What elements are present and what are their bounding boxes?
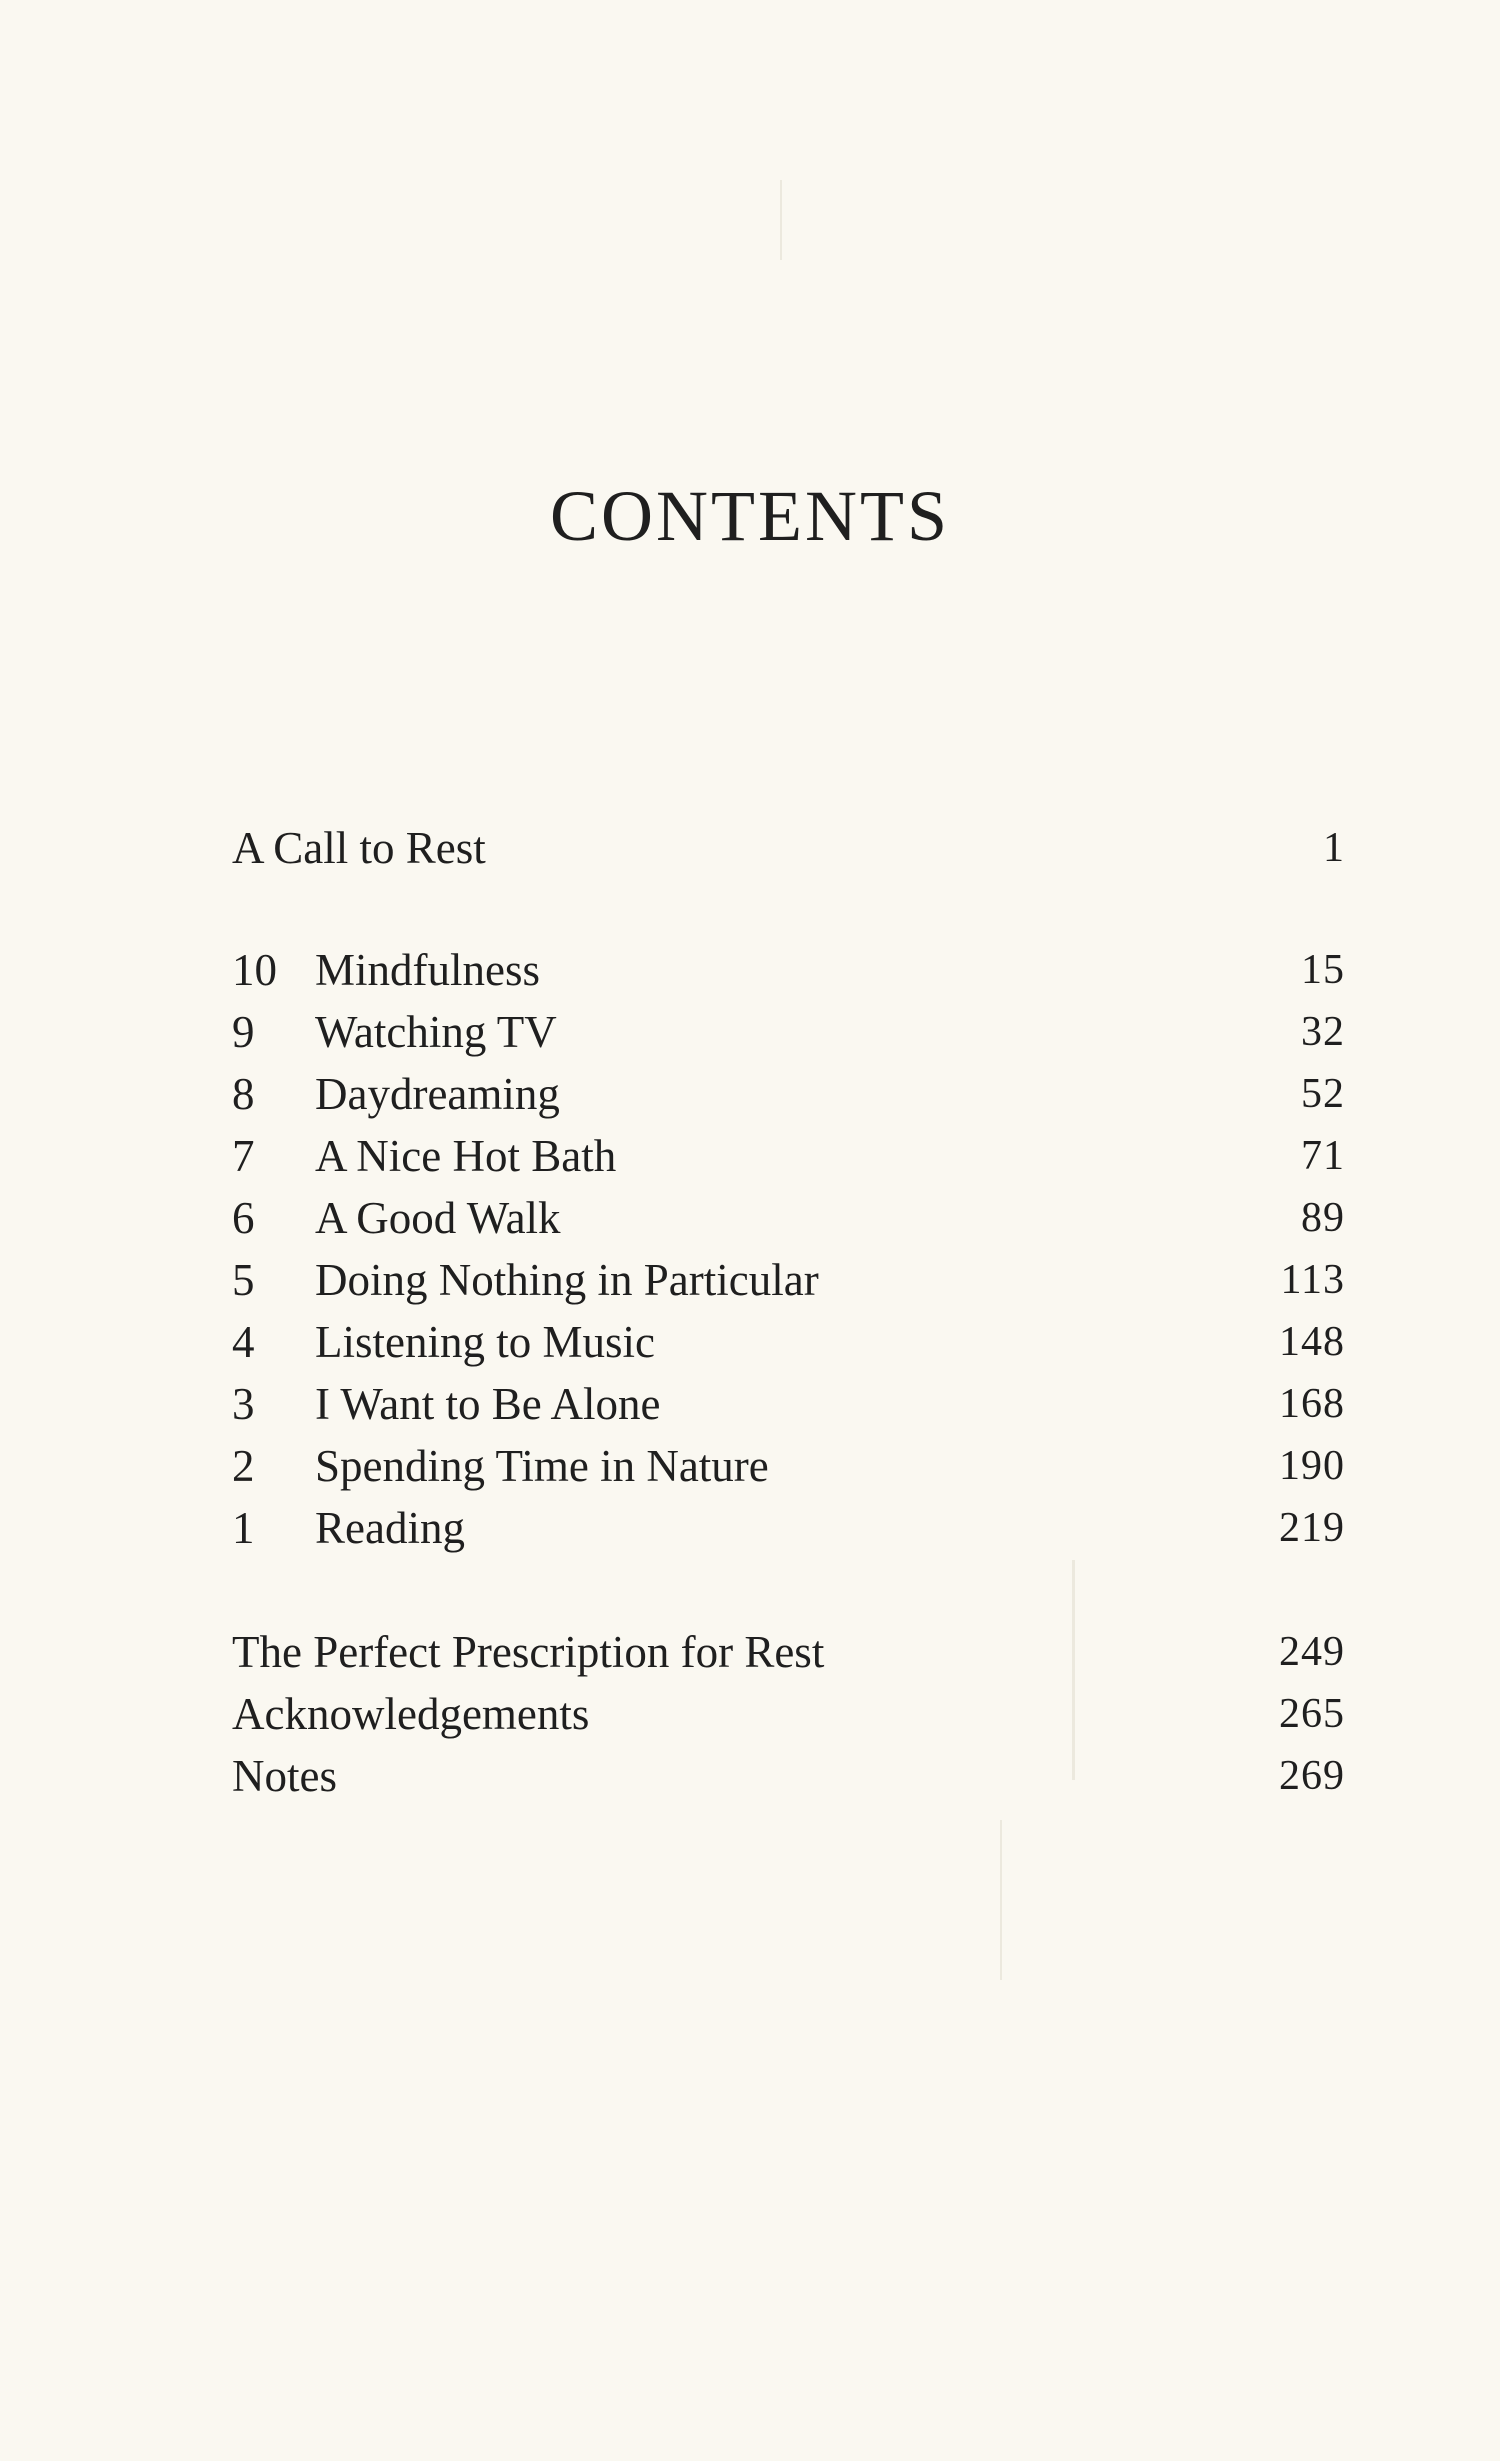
toc-chapter-row[interactable] — [0, 1498, 1500, 1558]
chapter-page: 15 — [1301, 947, 1345, 993]
toc-chapter-row[interactable] — [0, 1126, 1500, 1186]
chapter-number: 8 — [232, 1069, 255, 1119]
chapter-title: Listening to Music — [315, 1317, 655, 1367]
backmatter-title: Notes — [232, 1751, 337, 1801]
toc-chapter-row[interactable] — [0, 1250, 1500, 1310]
chapter-number: 1 — [232, 1503, 255, 1553]
chapter-page: 52 — [1301, 1071, 1345, 1117]
chapter-title: I Want to Be Alone — [315, 1379, 661, 1429]
chapter-title: Watching TV — [315, 1007, 557, 1057]
chapter-page: 168 — [1279, 1381, 1345, 1427]
toc-chapter-row[interactable] — [0, 1188, 1500, 1248]
page-title: CONTENTS — [550, 476, 950, 556]
toc-chapter-row[interactable] — [0, 1064, 1500, 1124]
chapter-page: 113 — [1280, 1257, 1345, 1303]
toc-chapter-row[interactable] — [0, 1374, 1500, 1434]
chapter-page: 219 — [1279, 1505, 1345, 1551]
scan-mark — [780, 180, 782, 260]
toc-chapter-row[interactable] — [0, 1002, 1500, 1062]
chapter-page: 190 — [1279, 1443, 1345, 1489]
chapter-number: 10 — [232, 945, 277, 995]
chapter-title: Spending Time in Nature — [315, 1441, 769, 1491]
toc-backmatter-row[interactable] — [0, 1622, 1500, 1682]
chapter-title: Daydreaming — [315, 1069, 560, 1119]
backmatter-page: 265 — [1279, 1691, 1345, 1737]
backmatter-title: Acknowledgements — [232, 1689, 590, 1739]
toc-chapter-row[interactable] — [0, 1312, 1500, 1372]
chapter-number: 4 — [232, 1317, 255, 1367]
toc-entry-label: A Call to Rest — [232, 823, 486, 873]
chapter-title: Mindfulness — [315, 945, 540, 995]
toc-entry-page: 1 — [1323, 825, 1345, 871]
chapter-page: 71 — [1301, 1133, 1345, 1179]
chapter-page: 32 — [1301, 1009, 1345, 1055]
backmatter-title: The Perfect Prescription for Rest — [232, 1627, 825, 1677]
chapter-number: 3 — [232, 1379, 255, 1429]
backmatter-page: 269 — [1279, 1753, 1345, 1799]
chapter-number: 2 — [232, 1441, 255, 1491]
chapter-title: Reading — [315, 1503, 465, 1553]
chapter-page: 148 — [1279, 1319, 1345, 1365]
toc-chapter-row[interactable] — [0, 940, 1500, 1000]
toc-chapter-row[interactable] — [0, 1436, 1500, 1496]
chapter-page: 89 — [1301, 1195, 1345, 1241]
chapter-title: Doing Nothing in Particular — [315, 1255, 819, 1305]
chapter-title: A Nice Hot Bath — [315, 1131, 617, 1181]
chapter-number: 6 — [232, 1193, 255, 1243]
chapter-number: 5 — [232, 1255, 255, 1305]
chapter-title: A Good Walk — [315, 1193, 561, 1243]
chapter-number: 7 — [232, 1131, 255, 1181]
chapter-number: 9 — [232, 1007, 255, 1057]
scan-mark — [1000, 1820, 1002, 1980]
toc-backmatter-row[interactable] — [0, 1746, 1500, 1806]
toc-entry-intro[interactable] — [0, 818, 1500, 878]
toc-backmatter-row[interactable] — [0, 1684, 1500, 1744]
backmatter-page: 249 — [1279, 1629, 1345, 1675]
